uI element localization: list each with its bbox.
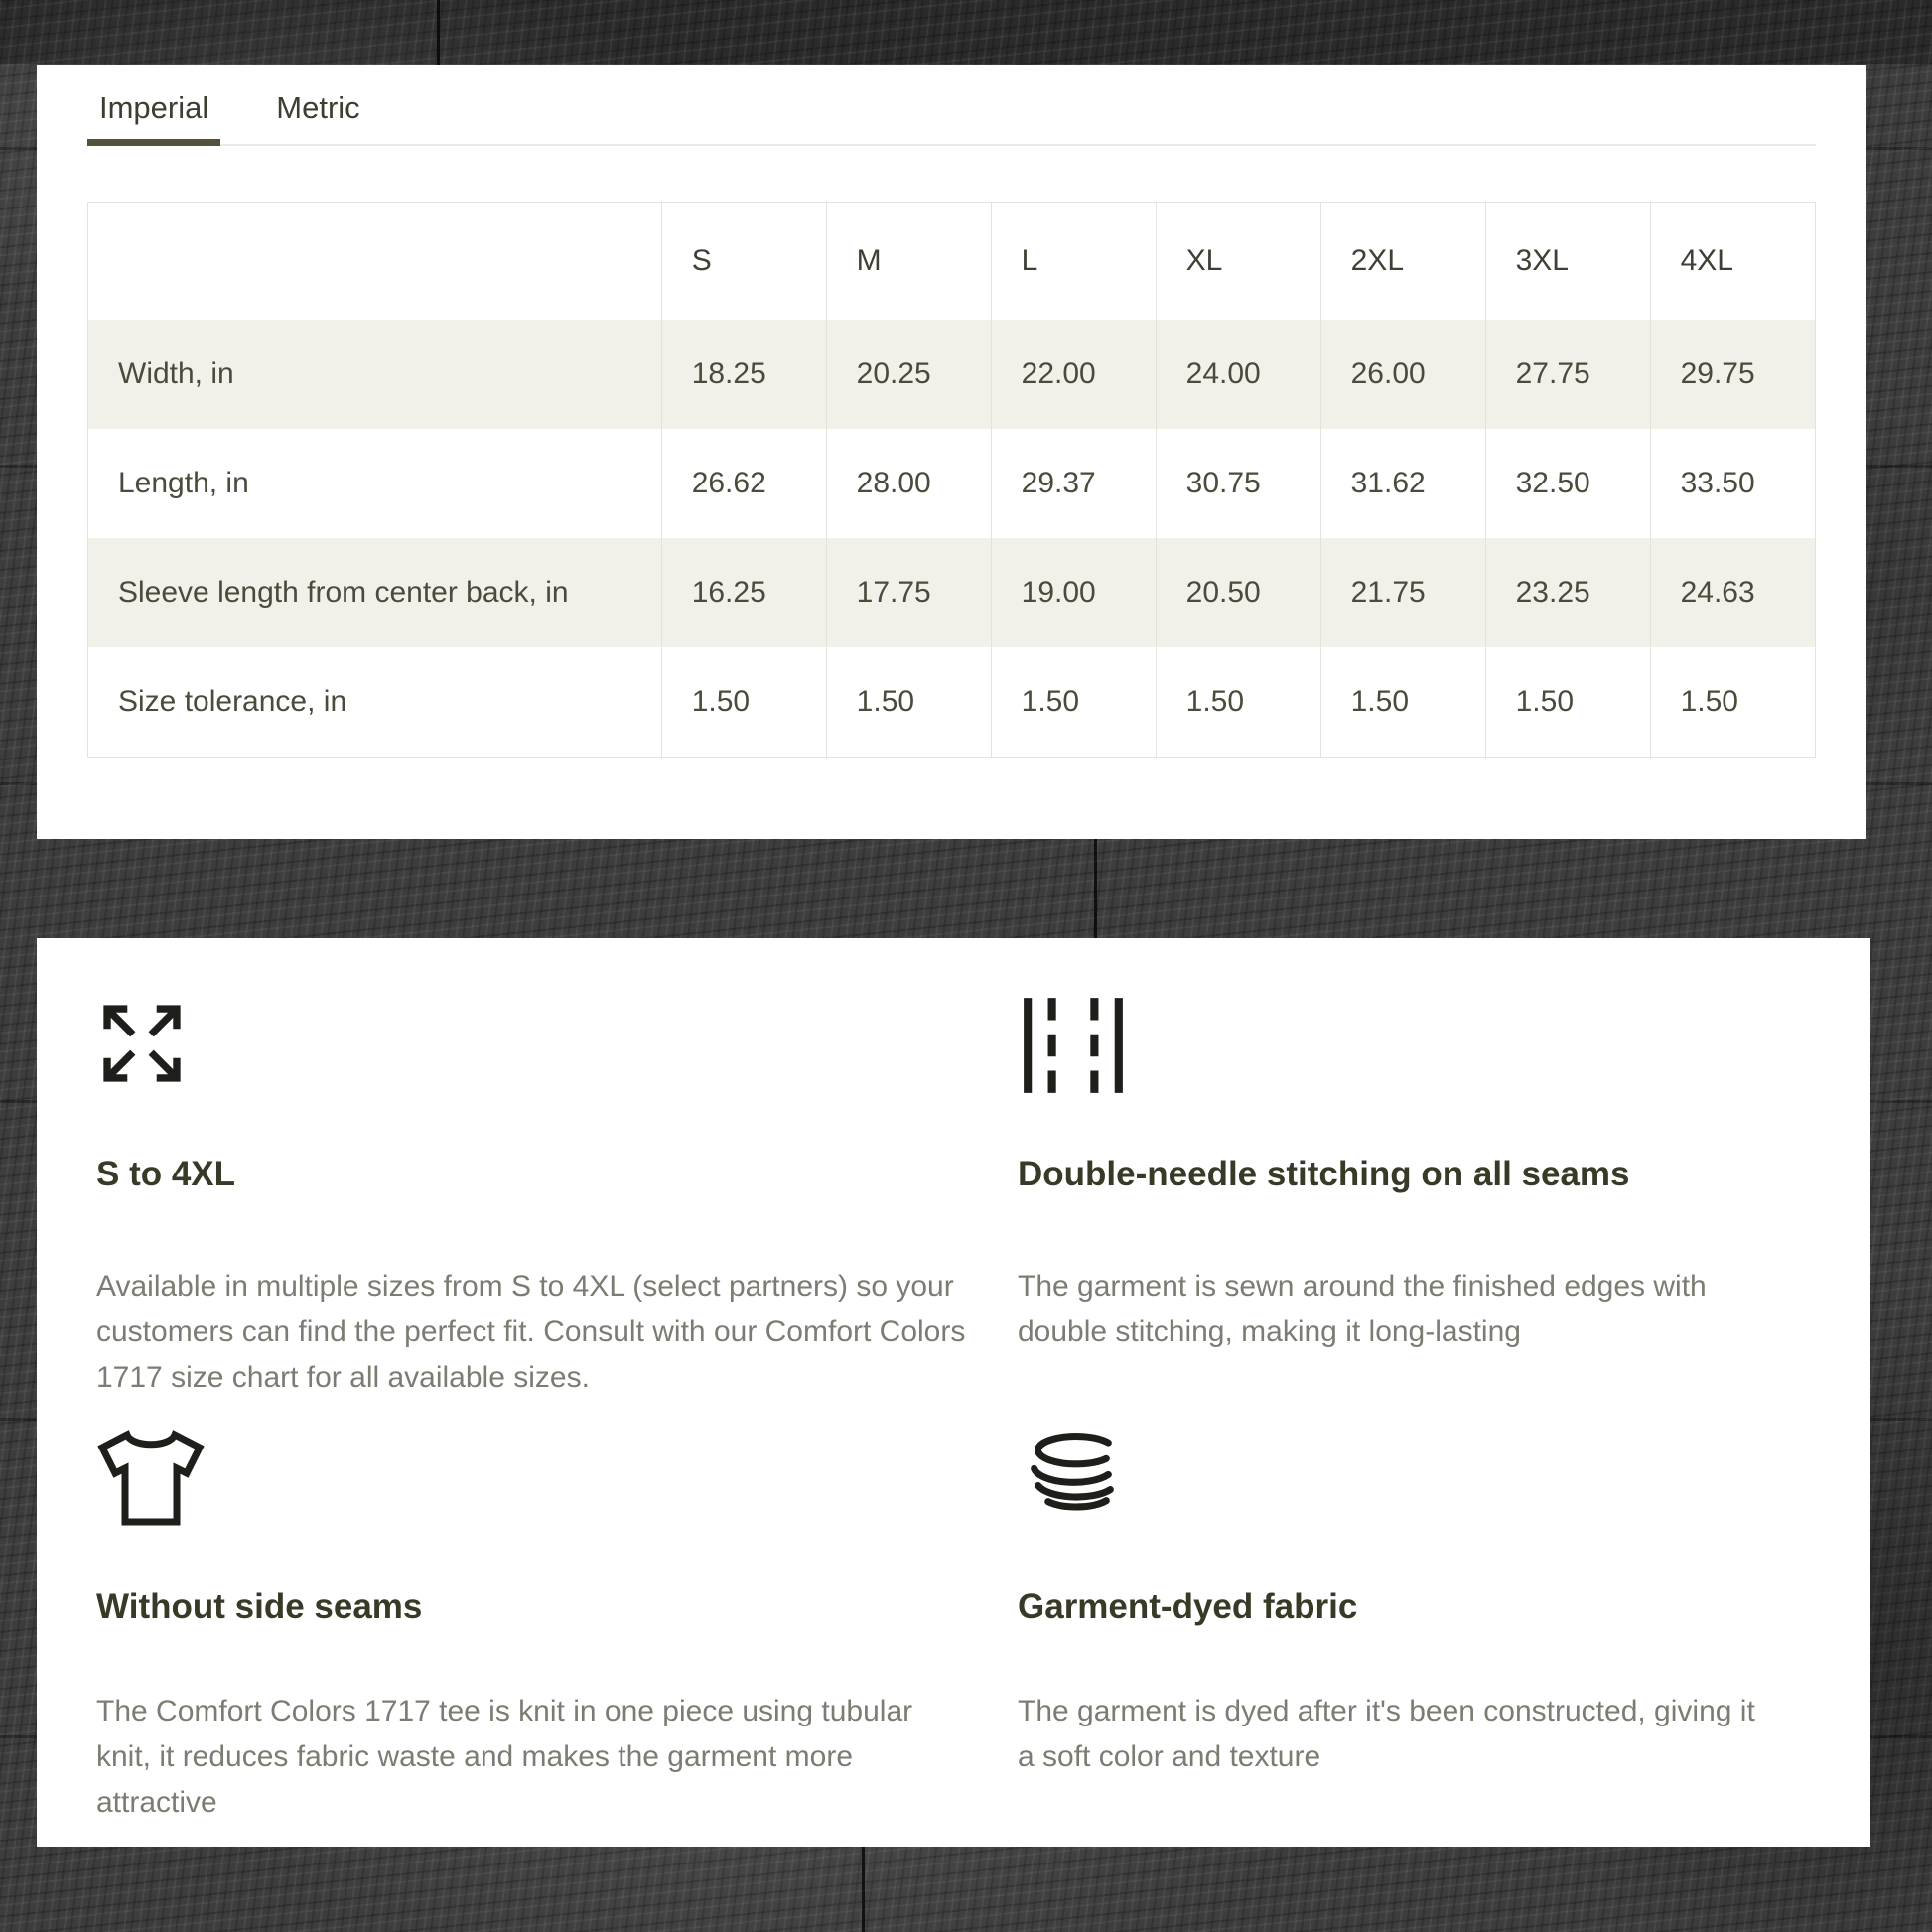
column-header: 4XL (1650, 203, 1815, 321)
size-chart-panel (37, 65, 1866, 839)
size-cell: 18.25 (661, 320, 826, 429)
size-cell: 24.63 (1650, 538, 1815, 647)
background-crack (1094, 839, 1097, 938)
features-panel (37, 938, 1870, 1847)
feature-description: Available in multiple sizes from S to 4XL (select partners) so your customers can find the perfect fit. Consult with our Comfort Colors 1717 size chart for all available sizes. (96, 1270, 966, 1394)
expand-arrows-icon (96, 994, 1018, 1099)
double-needle-stitch-icon (1018, 994, 1811, 1099)
size-cell: 1.50 (1650, 647, 1815, 758)
feature-title: S to 4XL (96, 1155, 236, 1193)
size-cell: 31.62 (1320, 429, 1485, 538)
column-header: L (991, 203, 1156, 321)
feature-description: The Comfort Colors 1717 tee is knit in one piece using tubular knit, it reduces fabric waste and makes the garment more attractive (96, 1695, 913, 1819)
size-cell: 1.50 (991, 647, 1156, 758)
size-cell: 24.00 (1156, 320, 1320, 429)
column-header: 2XL (1320, 203, 1485, 321)
tab-imperial[interactable]: Imperial (87, 78, 220, 144)
size-cell: 33.50 (1650, 429, 1815, 538)
feature-title: Without side seams (96, 1587, 423, 1626)
size-cell: 29.37 (991, 429, 1156, 538)
size-cell: 22.00 (991, 320, 1156, 429)
size-cell: 1.50 (1485, 647, 1650, 758)
size-cell: 1.50 (661, 647, 826, 758)
size-cell: 26.00 (1320, 320, 1485, 429)
table-row (88, 320, 1816, 429)
row-label: Length, in (118, 467, 249, 499)
size-cell: 30.75 (1156, 429, 1320, 538)
size-cell: 26.62 (661, 429, 826, 538)
column-header: S (661, 203, 826, 321)
feature-title: Double-needle stitching on all seams (1018, 1155, 1630, 1193)
feature-description: The garment is sewn around the finished edges with double stitching, making it long-lasting (1018, 1270, 1707, 1348)
background-crack (862, 1847, 865, 1932)
column-header: XL (1156, 203, 1320, 321)
size-cell: 19.00 (991, 538, 1156, 647)
size-cell: 21.75 (1320, 538, 1485, 647)
feature-description: The garment is dyed after it's been constructed, giving it a soft color and texture (1018, 1695, 1755, 1773)
corner-cell (88, 203, 662, 321)
size-cell: 20.50 (1156, 538, 1320, 647)
size-cell: 27.75 (1485, 320, 1650, 429)
table-header-row (88, 203, 1816, 321)
size-cell: 29.75 (1650, 320, 1815, 429)
column-header: 3XL (1485, 203, 1650, 321)
garment-dye-swirl-icon (1018, 1429, 1811, 1534)
size-cell: 20.25 (826, 320, 991, 429)
size-cell: 32.50 (1485, 429, 1650, 538)
feature-title: Garment-dyed fabric (1018, 1587, 1358, 1626)
size-cell: 1.50 (1320, 647, 1485, 758)
size-cell: 16.25 (661, 538, 826, 647)
table-row (88, 429, 1816, 538)
tshirt-icon (96, 1429, 1018, 1534)
table-row (88, 538, 1816, 647)
tab-metric[interactable]: Metric (276, 90, 360, 125)
background-crack (437, 0, 440, 65)
row-label: Sleeve length from center back, in (118, 576, 569, 609)
unit-tabs (87, 78, 1816, 146)
size-cell: 17.75 (826, 538, 991, 647)
column-header: M (826, 203, 991, 321)
size-cell: 23.25 (1485, 538, 1650, 647)
size-chart-table (87, 202, 1816, 758)
table-row (88, 647, 1816, 758)
size-cell: 1.50 (826, 647, 991, 758)
row-label: Width, in (118, 357, 234, 390)
size-cell: 1.50 (1156, 647, 1320, 758)
row-label: Size tolerance, in (118, 685, 347, 718)
size-cell: 28.00 (826, 429, 991, 538)
